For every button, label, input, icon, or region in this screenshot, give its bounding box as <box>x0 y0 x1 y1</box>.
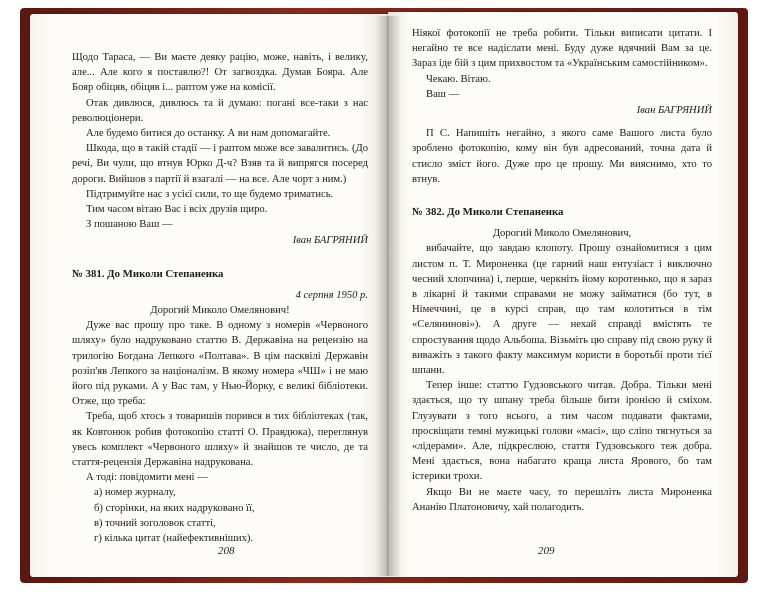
paragraph: Тим часом вітаю Вас і всіх друзів щиро. <box>86 204 268 216</box>
paragraph: А тоді: повідомити мені — <box>86 472 208 484</box>
paragraph: Шкода, що в такій стадії — і раптом може все завалитись. (До речі, Ви чули, що втнув Юрко Д-ч? Взяв та й випрягся посеред дороги. Вийшов з партії й взагалі — на все. Але чорт з ним.) <box>72 143 368 185</box>
paragraph: Чекаю. Вітаю. <box>426 73 491 85</box>
page-number: 209 <box>538 545 555 557</box>
paragraph: Отак дивлюся, дивлюсь та й думаю: погані все-таки з нас революціонери. <box>72 97 368 124</box>
signature: Іван БАГРЯНИЙ <box>636 105 712 117</box>
letter-heading: № 381. До Миколи Степаненка <box>72 267 224 280</box>
paragraph: Ваш — <box>426 88 460 100</box>
paragraph: Тепер інше: статтю Гудзовського читав. Добра. Тільки мені здається, що ту шпану треба більше бити іронією й сміхом. Глузувати з того всього, а тим часом подавати фактами, просвіщати темні мужицькі голови «масі», що сліпо тягнуться за «лідерами». Але, підкреслюю, стаття Гудзовського теж добра. Мені здається, вона набагато краща листа Ярового, бо там істерики трохи. <box>412 380 712 483</box>
right-page-text <box>412 26 712 515</box>
list-item: а) номер журналу, <box>94 487 176 499</box>
paragraph: Щодо Тараса, — Ви маєте деяку рацію, може, навіть, і великy, але... Але кого я поставлю?! От загвоздка. Думав Бояра. Але Бояр обіцяв, обіцяв і... раптом уже на комісії. <box>72 52 368 94</box>
paragraph: Підтримуйте нас з усієї сили, то ще будемо триматись. <box>86 188 334 200</box>
paragraph: Але будемо битися до останку. А ви нам допомагайте. <box>86 128 331 140</box>
list-item: г) кілька цитат (найефективніших). <box>94 533 254 545</box>
list-item: б) сторінки, на яких надруковано її, <box>94 502 255 514</box>
salutation: Дорогий Миколо Омелянович! <box>150 305 290 317</box>
signature: Іван БАГРЯНИЙ <box>292 235 368 247</box>
paragraph: З пошаною Ваш — <box>86 219 173 231</box>
letter-date: 4 серпня 1950 р. <box>295 289 368 301</box>
list-item: в) точний зоголовок статті, <box>94 517 216 529</box>
left-page <box>30 14 388 577</box>
paragraph: вибачайте, що завдаю клопоту. Прошу ознайомитися з цим листом п. Т. Мироненка (це гарний наш ентузіаст і виключно чесний хлопчина) і, перше, черкніть йому коротенько, що я зараз в лікарні й такими справами не можу займатися (бо тут, в Німеччині, це в курсі справ, що там колотиться в тім «Селянинові»). А друге — нехай справді вмістять те спростування щодо Альбоша. Візьміть цю справу під свою руку й виважіть з такого факту максимум користи в боротьбі проти тієї шпани. <box>412 243 712 377</box>
left-page-text <box>72 50 368 546</box>
letter-heading: № 382. До Миколи Степаненка <box>412 206 564 219</box>
open-book <box>20 8 748 583</box>
page-number: 208 <box>218 545 235 557</box>
paragraph: Ніякої фотокопії не треба робити. Тільки виписати цитати. І негайно те все надіслати мені. Буду дуже вдячний Вам за це. Зараз іде бій з цим прихвостом та «Українським самостійником». <box>412 28 712 70</box>
paragraph: Якщо Ви не маєте часу, то перешліть листа Мироненка Ананію Платоновичу, хай полагодить. <box>412 486 712 513</box>
salutation: Дорогий Миколо Омелянович, <box>492 228 632 240</box>
paragraph: Дуже вас прошу про таке. В одному з номерів «Червоного шляху» було надруковано статтю В. Державіна на рецензію на трилогію Богдана Лепкого «Полтава». В цім пасквілі Державін розіп'яв Лепкого за націоналізм. В якому номера «ЧШ» і не маю його під руками. А у Вас там, у Нью-Йорку, є великі бібліотеки. Отже, що треба: <box>72 320 368 408</box>
right-page <box>388 12 738 577</box>
paragraph: Треба, щоб хтось з товаришів порився в тих бібліотеках (так, як Ковтонюк робив фотокопію статті О. Правдюка), переглянув увесь комплект «Червоного шляху» й знайшов те число, де та стаття-рецензія Державіна надрукована. <box>72 411 368 469</box>
postscript: П С. Напишіть негайно, з якого саме Вашого листа було зроблено фотокопію, кому він був адресований, точна дата й стисло зміст його. Дуже про це прошу. Ми вияснимо, хто то втнув. <box>412 128 712 185</box>
